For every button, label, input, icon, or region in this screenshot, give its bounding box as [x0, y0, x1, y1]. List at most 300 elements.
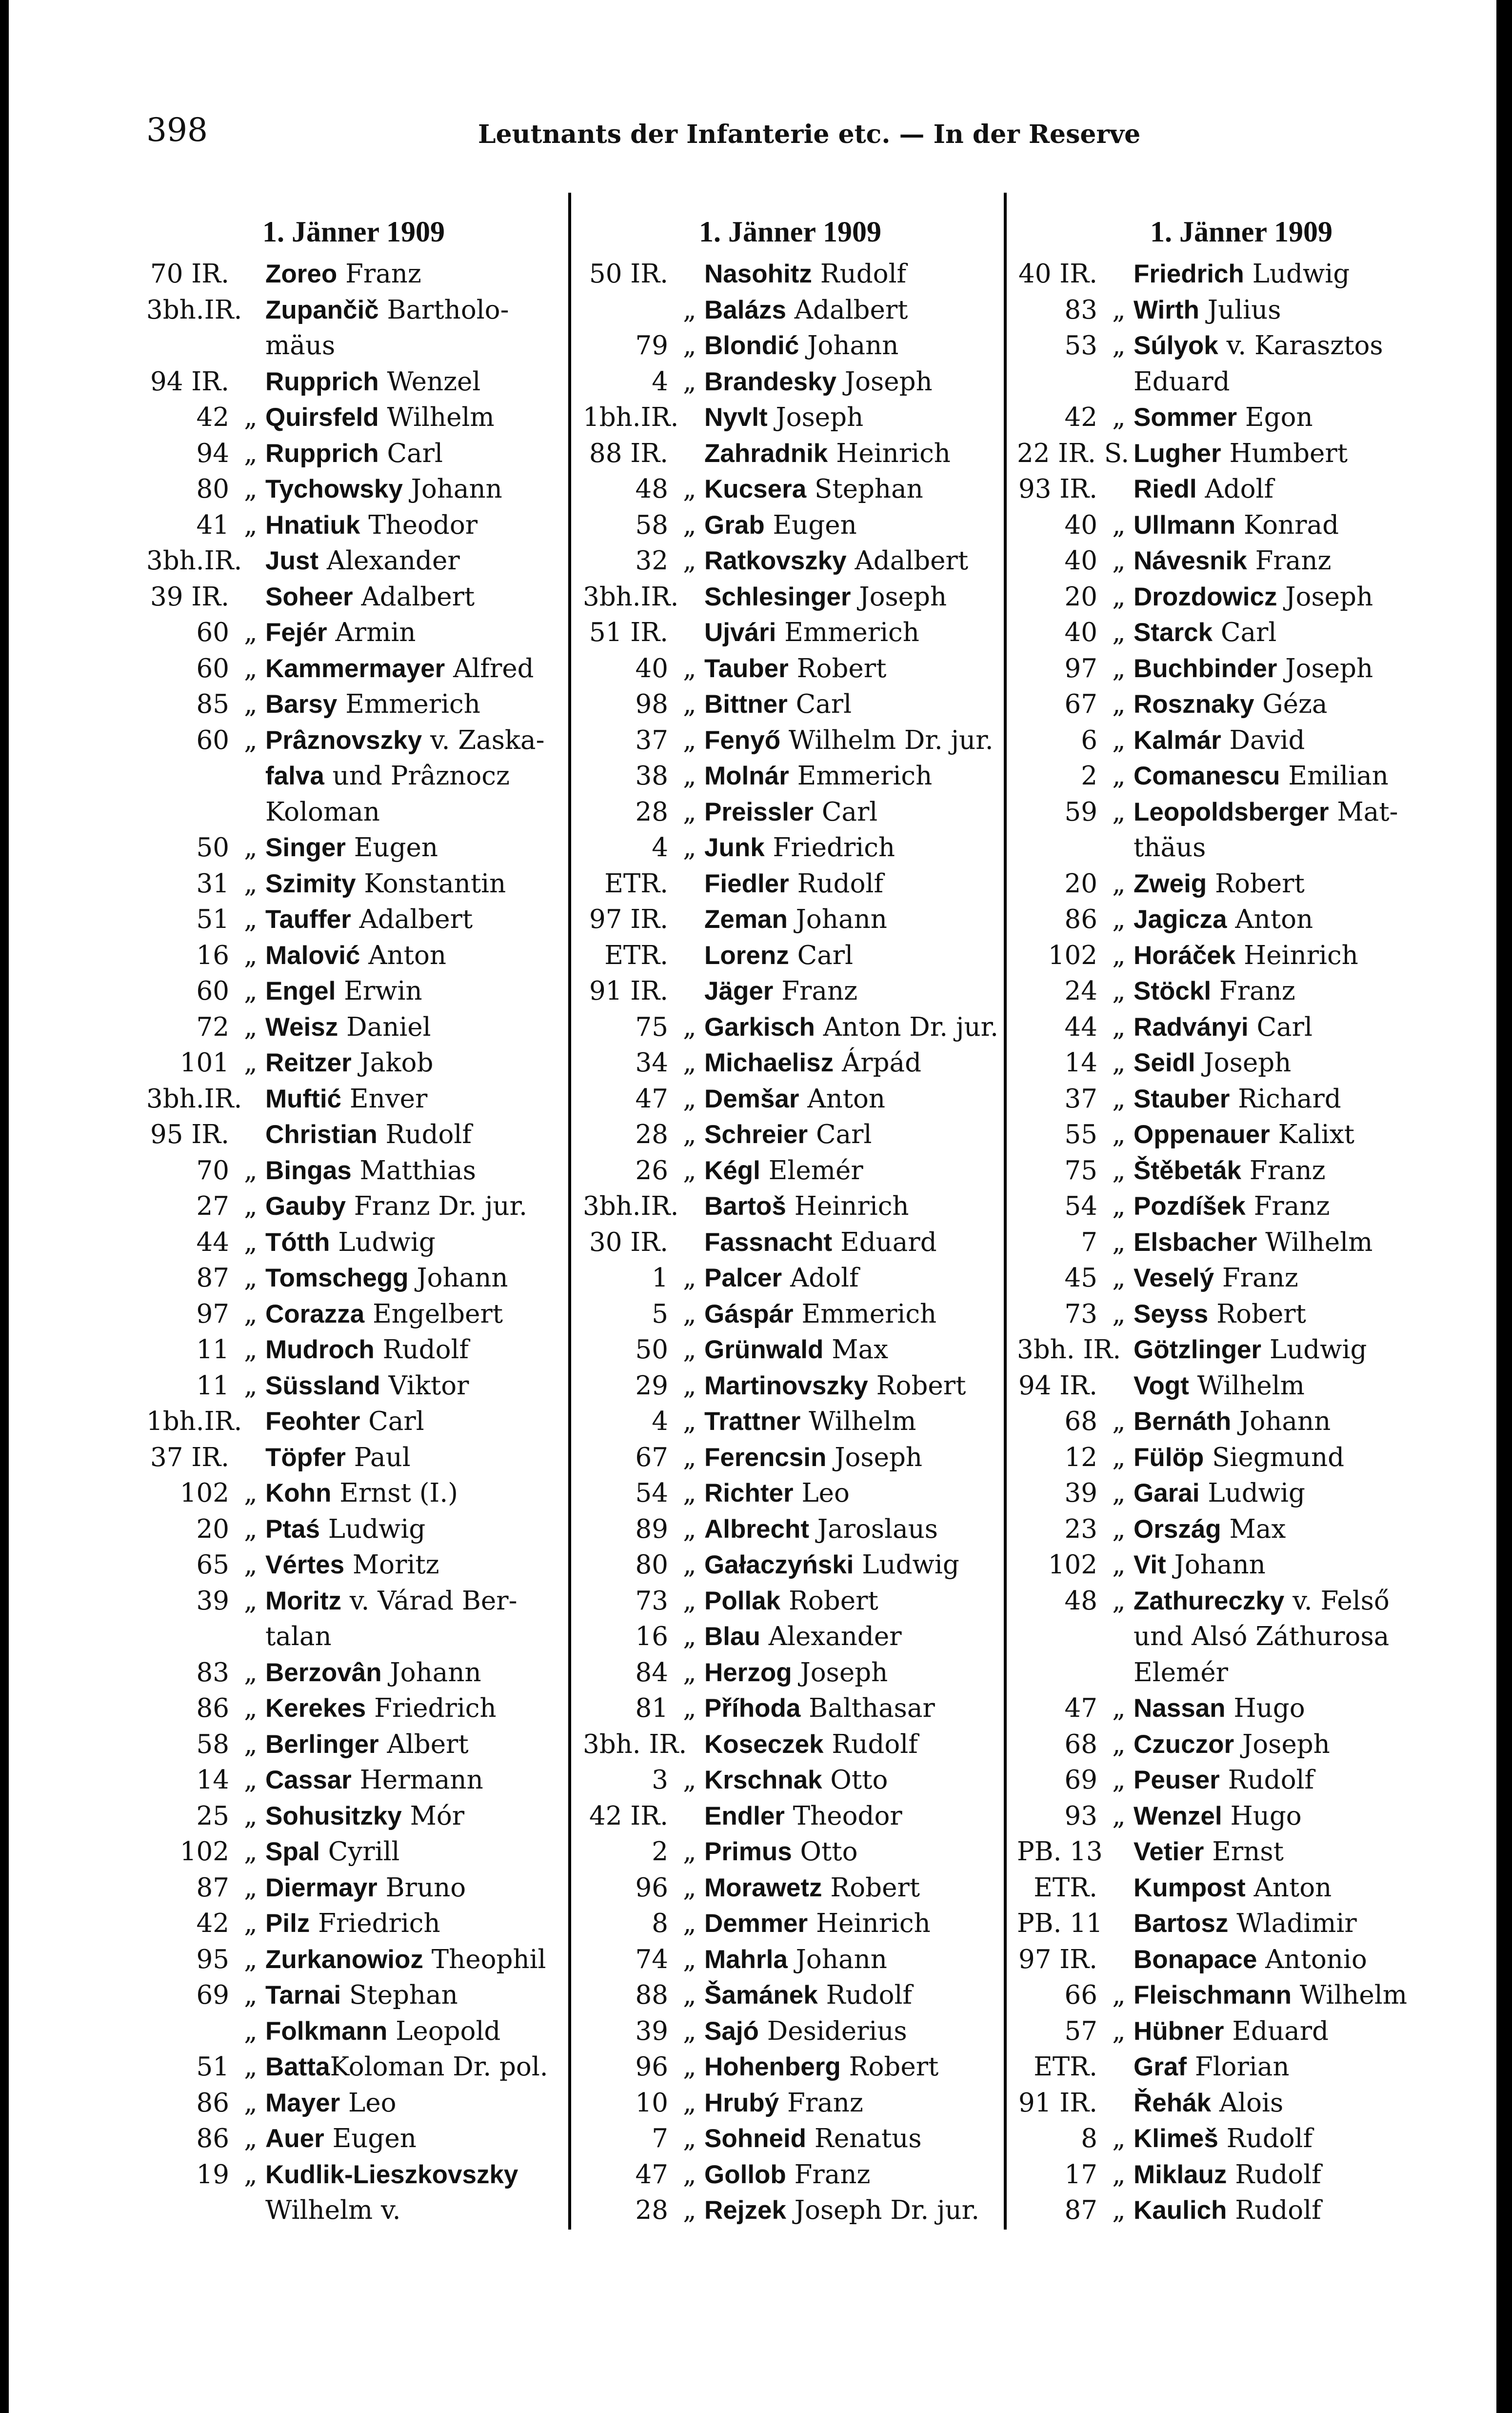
ditto-mark: [1104, 1942, 1134, 1978]
officer-surname: Balázs: [704, 295, 786, 324]
officer-given-name: Franz: [1214, 1263, 1298, 1293]
officer-name: [704, 1440, 922, 1476]
spacer: [1097, 651, 1104, 687]
officer-given-name: Rudolf: [374, 1335, 469, 1365]
officer-surname: Schlesinger: [704, 582, 851, 611]
officer-given-name: Carl: [789, 940, 854, 970]
unit-label: 97: [1064, 653, 1097, 684]
officer-given-name: Eugen: [324, 2124, 417, 2153]
officer-given-name: Eugen: [764, 510, 857, 540]
unit-label: 51: [196, 2052, 229, 2082]
ditto-mark: „: [683, 2052, 696, 2082]
roster-entry: [1017, 1368, 1466, 1404]
roster-entry: [583, 1153, 997, 1189]
roster-entry: [583, 1690, 997, 1727]
ditto-mark: „: [1112, 1729, 1126, 1759]
unit-label: 68: [1064, 1729, 1097, 1759]
officer-name: [1134, 1332, 1367, 1368]
unit-label: 28: [635, 2195, 668, 2225]
spacer: [229, 2013, 236, 2050]
officer-name: [704, 2085, 863, 2121]
unit-label: 54: [635, 1478, 668, 1508]
roster-entry: [146, 2192, 561, 2229]
roster-entry: [146, 1942, 561, 1978]
unit-label: [1017, 830, 1097, 866]
spacer: [668, 2192, 675, 2229]
ditto-mark: [236, 1440, 265, 1476]
spacer: [668, 543, 675, 579]
unit-label: 48: [635, 474, 668, 504]
officer-name: [265, 543, 460, 579]
officer-surname: Tótth: [265, 1227, 330, 1257]
officer-given-name: Friedrich: [366, 1693, 497, 1723]
unit-label: 95 IR.: [150, 1120, 229, 1149]
officer-given-name: Wladimir: [1228, 1909, 1357, 1938]
officer-name: [704, 1942, 887, 1978]
unit-label: 34: [635, 1048, 668, 1078]
officer-name: [1134, 1045, 1291, 1081]
roster-entry: [1017, 1153, 1466, 1189]
ditto-mark: „: [244, 725, 258, 755]
spacer: [668, 686, 675, 723]
unit-label: 14: [1064, 1048, 1097, 1078]
unit-label: 88: [635, 1980, 668, 2010]
officer-surname: Demšar: [704, 1084, 799, 1113]
ditto-mark: [236, 543, 265, 579]
ditto-mark: [236, 2192, 265, 2229]
officer-given-name: Joseph: [767, 402, 864, 432]
spacer: [668, 973, 675, 1009]
ditto-mark: „: [683, 1693, 696, 1723]
officer-given-name: Heinrich: [808, 1909, 931, 1938]
unit-label: 50: [196, 833, 229, 863]
unit-label: 30 IR.: [589, 1227, 668, 1257]
officer-name: [704, 758, 932, 794]
roster-entry: [583, 1870, 997, 1906]
officer-surname: Nassan: [1134, 1694, 1226, 1723]
officer-name: [1134, 866, 1305, 902]
ditto-mark: „: [1112, 546, 1126, 576]
officer-name: [704, 1798, 902, 1834]
unit-label: 39: [635, 2016, 668, 2046]
officer-name: [704, 686, 852, 723]
ditto-mark: „: [244, 905, 258, 934]
roster-entry: [146, 651, 561, 687]
spacer: [229, 1260, 236, 1296]
roster-entry: [1017, 1655, 1466, 1691]
officer-given-name: Daniel: [338, 1012, 431, 1042]
ditto-mark: „: [1112, 653, 1126, 684]
unit-label: 69: [1064, 1765, 1097, 1795]
officer-given-name: Rudolf: [1227, 2159, 1321, 2190]
unit-label: 74: [635, 1944, 668, 1974]
officer-surname: Muftić: [265, 1084, 342, 1113]
roster-entry: [1017, 2013, 1466, 2050]
roster-entry: [583, 1440, 997, 1476]
officer-given-name: Ludwig: [1261, 1335, 1367, 1365]
spacer: [1097, 256, 1104, 292]
unit-label: 54: [1064, 1191, 1097, 1221]
roster-entry: [1017, 1296, 1466, 1332]
spacer: [668, 1942, 675, 1978]
unit-label: 94: [196, 438, 229, 468]
officer-given-name: Heinrich: [786, 1191, 909, 1221]
officer-name: [265, 1260, 508, 1296]
unit-label: 40: [1064, 546, 1097, 576]
officer-name: [1134, 2157, 1321, 2193]
ditto-mark: „: [683, 653, 696, 684]
officer-name: [704, 1332, 888, 1368]
officer-given-name: Wilhelm v.: [265, 2195, 401, 2225]
officer-surname: Miklauz: [1134, 2160, 1227, 2189]
ditto-mark: „: [1112, 1227, 1126, 1257]
officer-given-name: Rudolf: [1218, 2124, 1313, 2153]
unit-label: 84: [635, 1657, 668, 1688]
officer-surname: Malović: [265, 941, 360, 970]
officer-surname: Hohenberg: [704, 2052, 841, 2081]
officer-name: [265, 292, 509, 328]
officer-given-name: Mór: [401, 1801, 465, 1831]
ditto-mark: „: [244, 1837, 258, 1867]
officer-given-name: Konrad: [1235, 510, 1339, 540]
ditto-mark: „: [683, 1872, 696, 1903]
roster-entry: [146, 973, 561, 1009]
officer-given-name: Carl: [808, 1120, 872, 1149]
officer-given-name: v. Zaska-: [422, 725, 545, 755]
roster-entry: [583, 973, 997, 1009]
spacer: [1097, 938, 1104, 974]
unit-label: 96: [635, 2052, 668, 2082]
officer-surname: Sajó: [704, 2016, 759, 2046]
unit-label: 23: [1064, 1514, 1097, 1544]
unit-label: PB. 11: [1017, 1909, 1103, 1938]
officer-surname: Seidl: [1134, 1048, 1195, 1077]
ditto-mark: „: [683, 1048, 696, 1078]
roster-entry: [146, 615, 561, 651]
ditto-mark: „: [1112, 2159, 1126, 2190]
officer-given-name: Desiderius: [758, 2016, 907, 2046]
spacer: [1097, 1727, 1104, 1763]
roster-entry: [583, 256, 997, 292]
ditto-mark: „: [683, 797, 696, 827]
spacer: [1097, 794, 1104, 830]
officer-given-name: Johann: [408, 1263, 508, 1293]
officer-surname: Lorenz: [704, 941, 789, 970]
spacer: [668, 1225, 675, 1261]
column-date: 1. Jänner 1909: [262, 216, 445, 248]
ditto-mark: „: [244, 1191, 258, 1221]
officer-given-name: Heinrich: [828, 438, 951, 468]
unit-label: 73: [635, 1586, 668, 1616]
officer-surname: Drozdowicz: [1134, 582, 1277, 611]
officer-surname: Šamánek: [704, 1981, 818, 2010]
roster-entry: [583, 1977, 997, 2013]
unit-label: 94 IR.: [150, 366, 229, 397]
officer-given-name: Robert: [780, 1586, 878, 1616]
ditto-mark: „: [1112, 976, 1126, 1006]
officer-given-name: Richard: [1230, 1084, 1341, 1114]
officer-surname: Gauby: [265, 1192, 346, 1221]
spacer: [668, 1977, 675, 2013]
officer-given-name: Anton Dr. jur.: [815, 1012, 998, 1042]
spacer: [229, 830, 236, 866]
officer-surname: falva: [265, 762, 324, 790]
roster-entry: [146, 1727, 561, 1763]
officer-name: [704, 1081, 885, 1117]
ditto-mark: „: [244, 1550, 258, 1580]
officer-name: [704, 2157, 870, 2193]
roster-entry: [146, 1870, 561, 1906]
officer-given-name: Wilhelm: [1189, 1370, 1305, 1401]
spacer: [1097, 866, 1104, 902]
officer-surname: Demmer: [704, 1909, 808, 1938]
ditto-mark: [236, 256, 265, 292]
spacer: [1097, 1977, 1104, 2013]
roster-entry: [146, 1619, 561, 1655]
ditto-mark: „: [1112, 1263, 1126, 1293]
spacer: [668, 1117, 675, 1153]
roster-entry: [146, 1260, 561, 1296]
unit-label: 47: [635, 1084, 668, 1114]
officer-surname: Tarnai: [265, 1981, 341, 2010]
officer-given-name: Ludwig: [1199, 1478, 1305, 1508]
officer-surname: Fassnacht: [704, 1227, 833, 1257]
officer-surname: Hnatiuk: [265, 510, 360, 540]
officer-name: [1134, 1870, 1332, 1906]
ditto-mark: „: [683, 761, 696, 791]
officer-given-name: Rudolf: [1227, 2195, 1321, 2225]
unit-label: 14: [196, 1765, 229, 1795]
officer-surname: Szimity: [265, 869, 356, 898]
ditto-mark: [1104, 1870, 1134, 1906]
unit-label: 11: [196, 1335, 229, 1365]
unit-label: 47: [635, 2159, 668, 2190]
ditto-mark: [675, 1225, 704, 1261]
officer-given-name: Eduard: [832, 1227, 937, 1257]
officer-given-name: Joseph: [1234, 1729, 1330, 1759]
roster-entry: [583, 471, 997, 507]
officer-name: [704, 400, 863, 436]
officer-given-name: talan: [265, 1622, 332, 1651]
ditto-mark: „: [244, 1729, 258, 1759]
spacer: [229, 1332, 236, 1368]
roster-entry: [146, 400, 561, 436]
unit-label: 31: [196, 868, 229, 899]
ditto-mark: [675, 1727, 704, 1763]
spacer: [229, 543, 236, 579]
ditto-mark: „: [244, 1801, 258, 1831]
unit-label: 50: [635, 1335, 668, 1365]
officer-surname: Bartosz: [1134, 1909, 1229, 1938]
officer-given-name: Jakob: [351, 1048, 434, 1078]
officer-surname: Rupprich: [265, 367, 379, 396]
officer-surname: Rosznaky: [1134, 690, 1254, 719]
officer-name: [704, 723, 994, 759]
officer-given-name: Renatus: [806, 2124, 922, 2153]
officer-given-name: Antonio: [1257, 1944, 1367, 1974]
officer-given-name: Wilhelm Dr. jur.: [780, 725, 994, 755]
roster-entry: [146, 2157, 561, 2193]
officer-surname: Kammermayer: [265, 654, 445, 683]
roster-entry: [146, 1798, 561, 1834]
unit-label: 39: [1064, 1478, 1097, 1508]
officer-name: [265, 1798, 464, 1834]
officer-name: [265, 1655, 481, 1691]
officer-name: [265, 2013, 500, 2050]
ditto-mark: „: [683, 546, 696, 576]
ditto-mark: „: [1112, 1191, 1126, 1221]
ditto-mark: „: [1112, 905, 1126, 934]
officer-name: [265, 615, 416, 651]
ditto-mark: „: [1112, 1693, 1126, 1723]
roster-entry: [583, 866, 997, 902]
roster-entry: [583, 292, 997, 328]
officer-name: [265, 436, 443, 472]
officer-surname: Mayer: [265, 2088, 340, 2117]
roster-entry: [1017, 615, 1466, 651]
spacer: [1097, 1511, 1104, 1548]
officer-given-name: Rudolf: [789, 868, 884, 899]
officer-given-name: Joseph: [792, 1657, 888, 1688]
spacer: [229, 1798, 236, 1834]
ditto-mark: [675, 579, 704, 615]
ditto-mark: [236, 328, 265, 364]
officer-surname: Tauffer: [265, 905, 351, 934]
spacer: [1097, 1296, 1104, 1332]
officer-name: [265, 1440, 411, 1476]
spacer: [1097, 400, 1104, 436]
unit-label: 3bh. IR.: [1017, 1335, 1121, 1365]
roster-entry: [1017, 1009, 1466, 1046]
officer-given-name: Rudolf: [1219, 1765, 1314, 1795]
officer-name: [1134, 830, 1206, 866]
officer-surname: Junk: [704, 833, 765, 862]
roster-entry: [583, 1727, 997, 1763]
unit-label: 51 IR.: [589, 618, 668, 647]
officer-name: [704, 436, 951, 472]
ditto-mark: „: [683, 1407, 696, 1436]
officer-name: [265, 1009, 431, 1046]
officer-given-name: Franz: [1247, 546, 1332, 576]
officer-name: [704, 2049, 938, 2085]
ditto-mark: „: [1112, 510, 1126, 540]
roster-entry: [146, 1188, 561, 1225]
officer-name: [1134, 973, 1295, 1009]
officer-surname: Kerekes: [265, 1694, 366, 1723]
ditto-mark: „: [1112, 1550, 1126, 1580]
spacer: [1097, 2121, 1104, 2157]
ditto-mark: „: [683, 1944, 696, 1974]
spacer: [229, 902, 236, 938]
officer-name: [1134, 1977, 1407, 2013]
spacer: [668, 2013, 675, 2050]
officer-name: [704, 973, 857, 1009]
officer-surname: Řehák: [1134, 2088, 1212, 2117]
spacer: [229, 2121, 236, 2157]
ditto-mark: „: [683, 1299, 696, 1329]
unit-label: 44: [196, 1227, 229, 1257]
spacer: [229, 471, 236, 507]
ditto-mark: „: [1112, 402, 1126, 432]
officer-name: [704, 543, 968, 579]
spacer: [229, 1511, 236, 1548]
spacer: [668, 1870, 675, 1906]
officer-given-name: Emmerich: [789, 761, 933, 791]
unit-label: 101: [179, 1048, 229, 1078]
roster-entry: [1017, 938, 1466, 974]
officer-surname: Zeman: [704, 905, 788, 934]
page-number: 398: [146, 111, 208, 149]
officer-surname: Kucsera: [704, 475, 807, 503]
officer-given-name: Max: [1221, 1514, 1286, 1544]
ditto-mark: [1104, 1906, 1134, 1942]
roster-entry: [583, 1762, 997, 1798]
officer-surname: Quirsfeld: [265, 403, 379, 432]
spacer: [229, 723, 236, 759]
ditto-mark: „: [244, 833, 258, 863]
spacer: [229, 1296, 236, 1332]
roster-entry: [583, 364, 997, 400]
officer-surname: Starck: [1134, 618, 1213, 647]
roster-entry: [146, 1045, 561, 1081]
spacer: [668, 2157, 675, 2193]
officer-given-name: Franz: [337, 259, 421, 289]
officer-given-name: Wilhelm: [1257, 1227, 1373, 1257]
officer-given-name: Adolf: [782, 1263, 859, 1293]
spacer: [668, 794, 675, 830]
officer-given-name: Árpád: [834, 1048, 922, 1078]
officer-given-name: Robert: [868, 1370, 966, 1401]
officer-name: [265, 1153, 476, 1189]
unit-label: 40: [1064, 510, 1097, 540]
spacer: [668, 507, 675, 543]
roster-entry: [146, 364, 561, 400]
ditto-mark: „: [244, 689, 258, 719]
officer-given-name: Matthias: [351, 1155, 476, 1186]
officer-name: [704, 1188, 909, 1225]
roster-list: [146, 256, 561, 2229]
roster-entry: [583, 615, 997, 651]
roster-entry: [1017, 1404, 1466, 1440]
roster-entry: [146, 2049, 561, 2085]
officer-given-name: Anton: [1245, 1872, 1332, 1903]
ditto-mark: „: [244, 1227, 258, 1257]
roster-entry: [583, 1332, 997, 1368]
officer-name: [1134, 938, 1358, 974]
officer-surname: Kohn: [265, 1479, 332, 1508]
spacer: [229, 1475, 236, 1511]
roster-entry: [1017, 973, 1466, 1009]
roster-entry: [583, 1834, 997, 1870]
roster-entry: [1017, 579, 1466, 615]
officer-given-name: Ludwig: [1244, 259, 1350, 289]
officer-surname: Seyss: [1134, 1299, 1209, 1328]
ditto-mark: [1104, 1619, 1134, 1655]
spacer: [668, 2085, 675, 2121]
officer-name: [1134, 436, 1348, 472]
ditto-mark: „: [683, 2159, 696, 2190]
spacer: [668, 1690, 675, 1727]
officer-name: [265, 1081, 427, 1117]
officer-surname: Súlyok: [1134, 331, 1218, 360]
spacer: [229, 1440, 236, 1476]
unit-label: 81: [635, 1693, 668, 1723]
ditto-mark: „: [683, 1120, 696, 1149]
ditto-mark: „: [683, 1478, 696, 1508]
unit-label: 40: [635, 653, 668, 684]
officer-surname: Mudroch: [265, 1335, 375, 1364]
officer-given-name: Alois: [1211, 2088, 1284, 2118]
